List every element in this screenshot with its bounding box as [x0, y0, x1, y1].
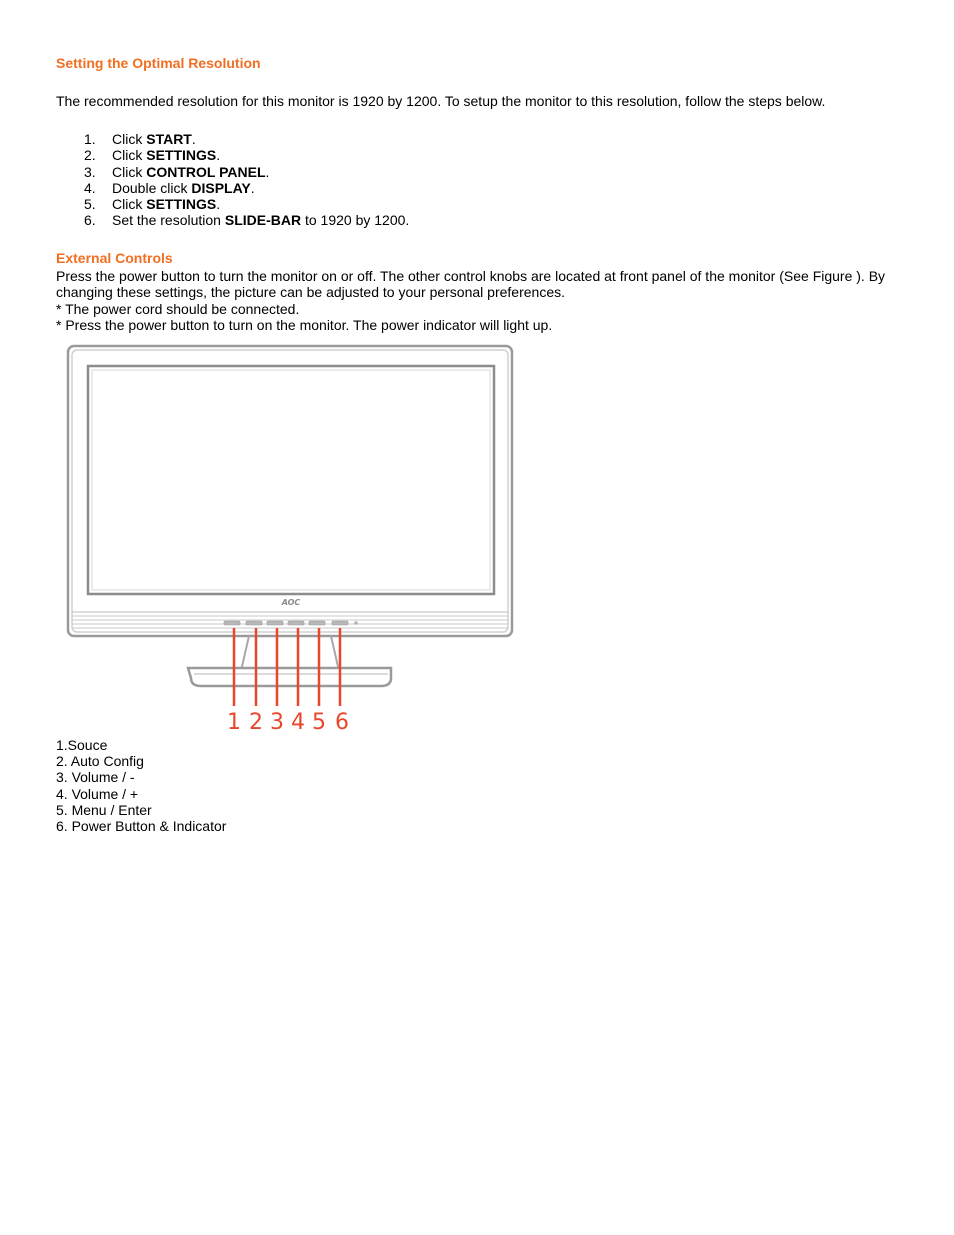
step-number: 1.: [84, 131, 96, 147]
legend-item: 6. Power Button & Indicator: [56, 818, 227, 835]
external-controls-text: [56, 268, 906, 333]
step-number: 2.: [84, 147, 96, 164]
step-text: Click CONTROL PANEL.: [112, 163, 270, 180]
resolution-steps-list: [56, 131, 409, 229]
callout-number-6: 6: [335, 710, 349, 733]
button-volume-plus: [288, 621, 304, 625]
button-menu-enter: [309, 621, 325, 625]
list-item: [56, 131, 409, 147]
step-text: Click SETTINGS.: [112, 196, 221, 213]
button-power: [332, 621, 348, 625]
callout-number-1: 1: [227, 710, 241, 733]
list-item: [56, 147, 409, 163]
step-number: 3.: [84, 163, 96, 180]
external-controls-paragraph: Press the power button to turn the monitor on or off. The other control knobs are located at front panel of the monitor (See Figure ). By changing these settings, the picture can be adjusted to your personal preferences.: [56, 268, 886, 301]
list-item: [56, 212, 409, 228]
legend-item: 1.Souce: [56, 737, 108, 753]
power-indicator-dot: [355, 622, 358, 625]
step-text: Set the resolution SLIDE-BAR to 1920 by 1200.: [112, 212, 410, 229]
callout-number-2: 2: [249, 710, 263, 733]
legend-item: 2. Auto Config: [56, 753, 144, 770]
legend-item: 5. Menu / Enter: [56, 801, 152, 818]
controls-legend: [56, 737, 226, 834]
step-text: Double click DISPLAY.: [112, 179, 255, 196]
step-number: 5.: [84, 196, 96, 213]
legend-item: 4. Volume / +: [56, 785, 139, 802]
section-title-external-controls: External Controls: [56, 250, 173, 266]
monitor-illustration: [66, 338, 516, 733]
callout-number-4: 4: [291, 710, 305, 733]
callout-number-5: 5: [312, 710, 326, 733]
legend-item: 3. Volume / -: [56, 769, 135, 786]
list-item: [56, 196, 409, 212]
section-title-resolution: Setting the Optimal Resolution: [56, 55, 261, 71]
button-source: [224, 621, 240, 625]
aoc-logo: AOC: [281, 598, 301, 607]
step-text: Click START.: [112, 131, 196, 147]
list-item: [56, 180, 409, 196]
note-power-indicator: * Press the power button to turn on the monitor. The power indicator will light up.: [56, 316, 553, 333]
step-number: 6.: [84, 212, 96, 229]
stand-base: [188, 668, 391, 686]
list-item: [56, 164, 409, 180]
button-volume-minus: [267, 621, 283, 625]
monitor-screen: [88, 366, 494, 594]
monitor-figure: [66, 338, 516, 736]
note-power-cord: * The power cord should be connected.: [56, 300, 300, 317]
callout-number-3: 3: [270, 710, 284, 733]
resolution-intro: The recommended resolution for this monitor is 1920 by 1200. To setup the monitor to this resolution, follow the steps below.: [56, 93, 826, 109]
button-auto-config: [246, 621, 262, 625]
step-text: Click SETTINGS.: [112, 147, 221, 164]
step-number: 4.: [84, 179, 96, 196]
